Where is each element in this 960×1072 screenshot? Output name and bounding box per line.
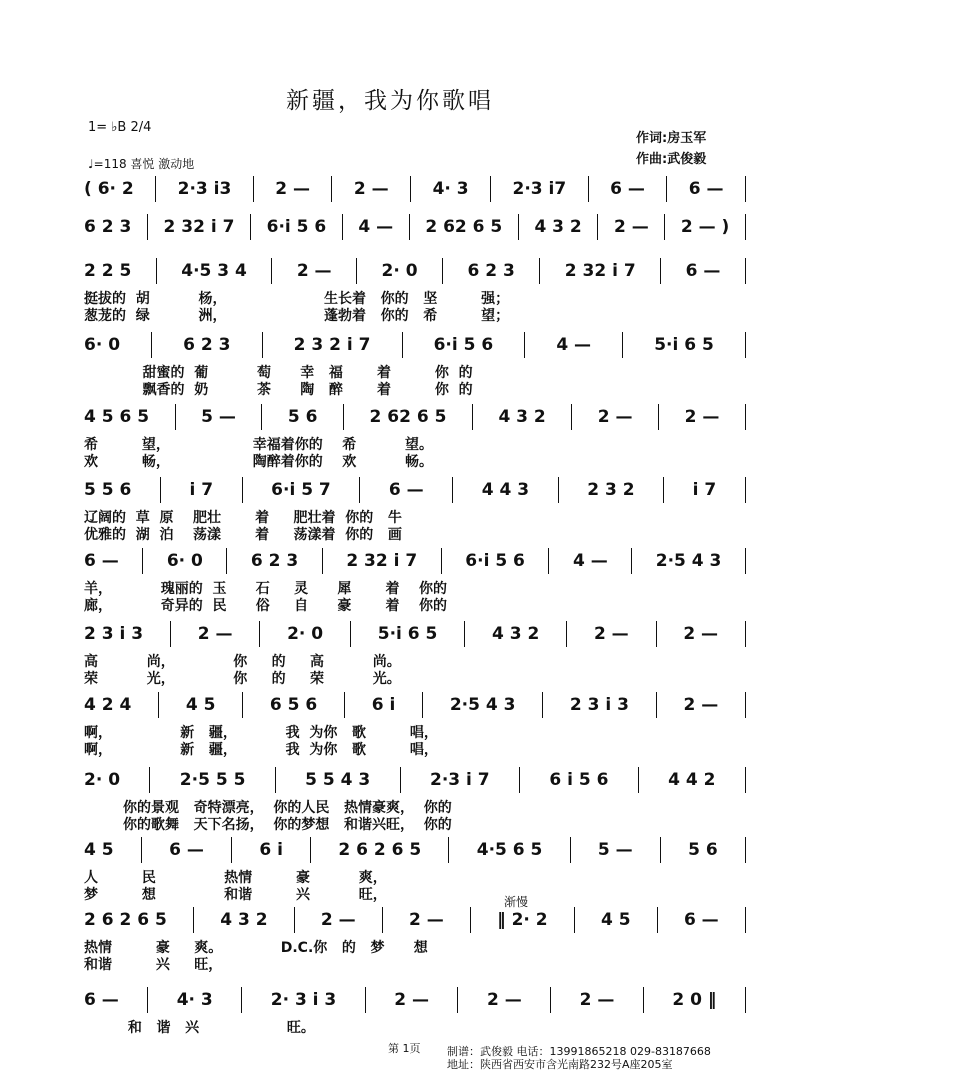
bar-line [442,258,443,284]
bar-line [356,258,357,284]
bar-line [155,176,156,202]
bar-line [261,404,262,430]
lyric-line: 梦 想 和谐 兴 旺， [84,887,387,902]
note-row [84,690,746,720]
bar-line [664,214,665,240]
bar-line [342,214,343,240]
bar-line [262,332,263,358]
measure: 2 62 6 5 [425,217,503,237]
measure: 6 2 3 [467,261,515,281]
score-maker: 制谱：武俊毅 电话：13991865218 029-83187668 [447,1045,711,1058]
bar-line [745,837,746,863]
lyric-line: 欢 畅， 陶醉着你的 欢 畅。 [84,454,433,469]
measure: 2 2 5 [84,261,132,281]
note-row [84,546,746,576]
bar-line [745,987,746,1013]
bar-line [331,176,332,202]
measure: 6·i 5 6 [433,335,494,355]
measure: 5 6 [688,840,718,860]
measure: 6 i [371,695,396,715]
bar-line [656,621,657,647]
bar-line [410,176,411,202]
bar-line [250,214,251,240]
bar-line [548,548,549,574]
bar-line [656,692,657,718]
bar-line [524,332,525,358]
bar-line [343,404,344,430]
measure: 2 — [593,624,629,644]
measure: 6·i 5 6 [465,551,525,571]
measure: 4 — [556,335,592,355]
measure: 2·3 i 7 [429,770,490,790]
note-row [84,330,746,360]
measure: 2 — [683,624,719,644]
lyric-line: 高 尚， 你 的 高 尚。 [84,654,401,669]
note-row [84,402,746,432]
bar-line [275,767,276,793]
bar-line [409,214,410,240]
bar-line [638,767,639,793]
measure: 2 3 i 3 [569,695,629,715]
measure: 2 6 2 6 5 [338,840,422,860]
bar-line [518,214,519,240]
measure: 2·5 4 3 [655,551,722,571]
bar-line [464,621,465,647]
measure: 4 5 [185,695,216,715]
measure: 4 — [358,217,394,237]
bar-line [156,258,157,284]
measure: 4· 3 [176,990,213,1010]
page-number: 第 1页 [388,1042,421,1055]
lyric-line: 和 谐 兴 旺。 [84,1020,315,1035]
measure: ‖ 2· 2 [497,910,548,930]
note-row [84,985,746,1015]
bar-line [745,214,746,240]
bar-line [382,907,383,933]
bar-line [422,692,423,718]
measure: 6 — [685,261,721,281]
measure: 4 5 6 5 [84,407,150,427]
bar-line [745,332,746,358]
measure: 4 4 3 [481,480,530,500]
bar-line [402,332,403,358]
bar-line [490,176,491,202]
lyric-line: 你的歌舞 天下名扬， 你的梦想 和谐兴旺， 你的 [84,817,452,832]
tempo-marking: ♩=118 喜悦 激动地 [88,157,195,171]
measure: 6·i 5 7 [271,480,331,500]
measure: 6 2 3 [250,551,299,571]
measure: 6 — [688,179,724,199]
measure: 6·i 5 6 [266,217,327,237]
measure: 2 — [613,217,649,237]
bar-line [539,258,540,284]
measure: 6 2 3 [183,335,231,355]
bar-line [745,692,746,718]
measure: 2· 0 [287,624,324,644]
bar-line [259,621,260,647]
note-row [84,174,746,204]
measure: 4 3 2 [220,910,268,930]
bar-line [193,907,194,933]
measure: i 7 [692,480,717,500]
bar-line [365,987,366,1013]
lyric-line: 啊， 新 疆， 我 为你 歌 唱， [84,725,438,740]
measure: 6 5 6 [269,695,318,715]
measure: 2 — [296,261,332,281]
bar-line [448,837,449,863]
lyric-line: 葱茏的 绿 洲， 蓬勃着 你的 希 望； [84,308,510,323]
bar-line [470,907,471,933]
lyric-line: 啊， 新 疆， 我 为你 歌 唱， [84,742,438,757]
bar-line [597,214,598,240]
measure: 2 — [409,910,444,930]
bar-line [241,987,242,1013]
bar-line [231,837,232,863]
measure: 4 4 2 [668,770,716,790]
bar-line [658,404,659,430]
measure: 2·5 4 3 [449,695,516,715]
bar-line [151,332,152,358]
bar-line [322,548,323,574]
measure: ( 6· 2 [84,179,134,199]
bar-line [170,621,171,647]
bar-line [175,404,176,430]
bar-line [242,477,243,503]
bar-line [542,692,543,718]
note-row [84,765,746,795]
bar-line [294,907,295,933]
measure: 2 — [597,407,633,427]
measure: 4·5 6 5 [476,840,543,860]
measure: 2·3 i3 [177,179,232,199]
measure: 2 — [320,910,356,930]
key-signature: 1= ♭B 2/4 [88,120,152,135]
measure: 2· 3 i 3 [270,990,337,1010]
measure: 2 0 ‖ [672,990,717,1010]
lyric-line: 和谐 兴 旺， [84,957,223,972]
measure: 6 i 5 6 [549,770,609,790]
bar-line [571,404,572,430]
bar-line [142,548,143,574]
bar-line [242,692,243,718]
bar-line [745,258,746,284]
lyric-line: 飘香的 奶 茶 陶 醉 着 你 的 [84,382,473,397]
bar-line [663,477,664,503]
measure: 6 — [169,840,204,860]
bar-line [344,692,345,718]
note-row [84,475,746,505]
measure: 2 3 i 3 [84,624,144,644]
measure: 2 32 i 7 [346,551,418,571]
measure: i 7 [189,480,214,500]
note-row [84,212,746,242]
bar-line [745,621,746,647]
measure: 2·5 5 5 [179,770,246,790]
measure: 6· 0 [84,335,121,355]
page-title: 新疆，我为你歌唱 [286,88,494,114]
measure: 5 — [201,407,236,427]
lyric-line: 羊， 瑰丽的 玉 石 灵 犀 着 你的 [84,581,447,596]
measure: 4 3 2 [498,407,546,427]
note-row [84,835,746,865]
measure: 4 3 2 [534,217,582,237]
measure: 2 — [394,990,429,1010]
bar-line [631,548,632,574]
lyric-line: 人 民 热情 豪 爽， [84,870,387,885]
bar-line [149,767,150,793]
lyric-line: 挺拔的 胡 杨， 生长着 你的 坚 强； [84,291,510,306]
measure: 2 — [275,179,310,199]
measure: 6 — [84,551,119,571]
lyric-line: 优雅的 湖 泊 荡漾 着 荡漾着 你的 画 [84,527,402,542]
lyric-line: 热情 豪 爽。 D.C.你 的 梦 想 [84,940,428,955]
bar-line [141,837,142,863]
bar-line [566,621,567,647]
bar-line [452,477,453,503]
note-row [84,619,746,649]
measure: 2 — [579,990,615,1010]
bar-line [472,404,473,430]
bar-line [660,837,661,863]
bar-line [574,907,575,933]
measure: 6 — [683,910,719,930]
lyric-line: 你的景观 奇特漂亮， 你的人民 热情豪爽， 你的 [84,800,452,815]
measure: 5 5 4 3 [305,770,371,790]
bar-line [253,176,254,202]
lyric-line: 廊， 奇异的 民 俗 自 豪 着 你的 [84,598,447,613]
measure: 6 — [388,480,424,500]
bar-line [745,907,746,933]
bar-line [519,767,520,793]
bar-line [457,987,458,1013]
measure: 5 5 6 [84,480,132,500]
measure: 4 2 4 [84,695,132,715]
bar-line [657,907,658,933]
bar-line [147,214,148,240]
measure: 6 — [610,179,645,199]
measure: 6· 0 [166,551,203,571]
measure: 2 3 2 i 7 [293,335,371,355]
measure: 2 — [683,695,719,715]
bar-line [226,548,227,574]
measure: 6 2 3 [84,217,132,237]
measure: 2 32 i 7 [163,217,235,237]
bar-line [310,837,311,863]
measure: 2 6 2 6 5 [84,910,167,930]
bar-line [558,477,559,503]
bar-line [400,767,401,793]
lyricist-credit: 作词:房玉军 [636,131,707,146]
composer-credit: 作曲:武俊毅 [636,152,707,167]
measure: 5·i 6 5 [654,335,714,355]
measure: 4· 3 [432,179,469,199]
measure: 6 i [259,840,283,860]
bar-line [745,548,746,574]
measure: 2·3 i7 [512,179,567,199]
bar-line [745,477,746,503]
bar-line [745,404,746,430]
measure: 5 6 [287,407,318,427]
measure: 4 5 [84,840,114,860]
bar-line [441,548,442,574]
bar-line [570,837,571,863]
measure: 5 — [597,840,633,860]
bar-line [666,176,667,202]
score-address: 地址：陕西省西安市含光南路232号A座205室 [447,1058,673,1071]
measure: 6 — [84,990,119,1010]
bar-line [160,477,161,503]
measure: 2 — [353,179,389,199]
bar-line [350,621,351,647]
lyric-line: 希 望， 幸福着你的 希 望。 [84,437,433,452]
measure: 4 5 [600,910,631,930]
measure: 4 3 2 [491,624,540,644]
measure: 2· 0 [84,770,121,790]
bar-line [158,692,159,718]
bar-line [745,767,746,793]
measure: 2 — [486,990,522,1010]
bar-line [271,258,272,284]
bar-line [550,987,551,1013]
lyric-line: 荣 光， 你 的 荣 光。 [84,671,401,686]
bar-line [660,258,661,284]
bar-line [588,176,589,202]
measure: 2· 0 [381,261,418,281]
bar-line [622,332,623,358]
measure: 5·i 6 5 [377,624,438,644]
measure: 2 — [197,624,233,644]
lyric-line: 甜蜜的 葡 萄 幸 福 着 你 的 [84,365,473,380]
bar-line [643,987,644,1013]
bar-line [745,176,746,202]
measure: 4·5 3 4 [181,261,247,281]
lyric-line: 辽阔的 草 原 肥壮 着 肥壮着 你的 牛 [84,510,402,525]
measure: 2 — [684,407,720,427]
measure: 2 — ) [680,217,730,237]
measure: 2 62 6 5 [369,407,447,427]
measure: 4 — [572,551,608,571]
note-row [84,256,746,286]
bar-line [147,987,148,1013]
measure: 2 3 2 [587,480,635,500]
ritardando-marking: 渐慢 [504,895,529,909]
bar-line [359,477,360,503]
note-row [84,905,746,935]
measure: 2 32 i 7 [564,261,636,281]
